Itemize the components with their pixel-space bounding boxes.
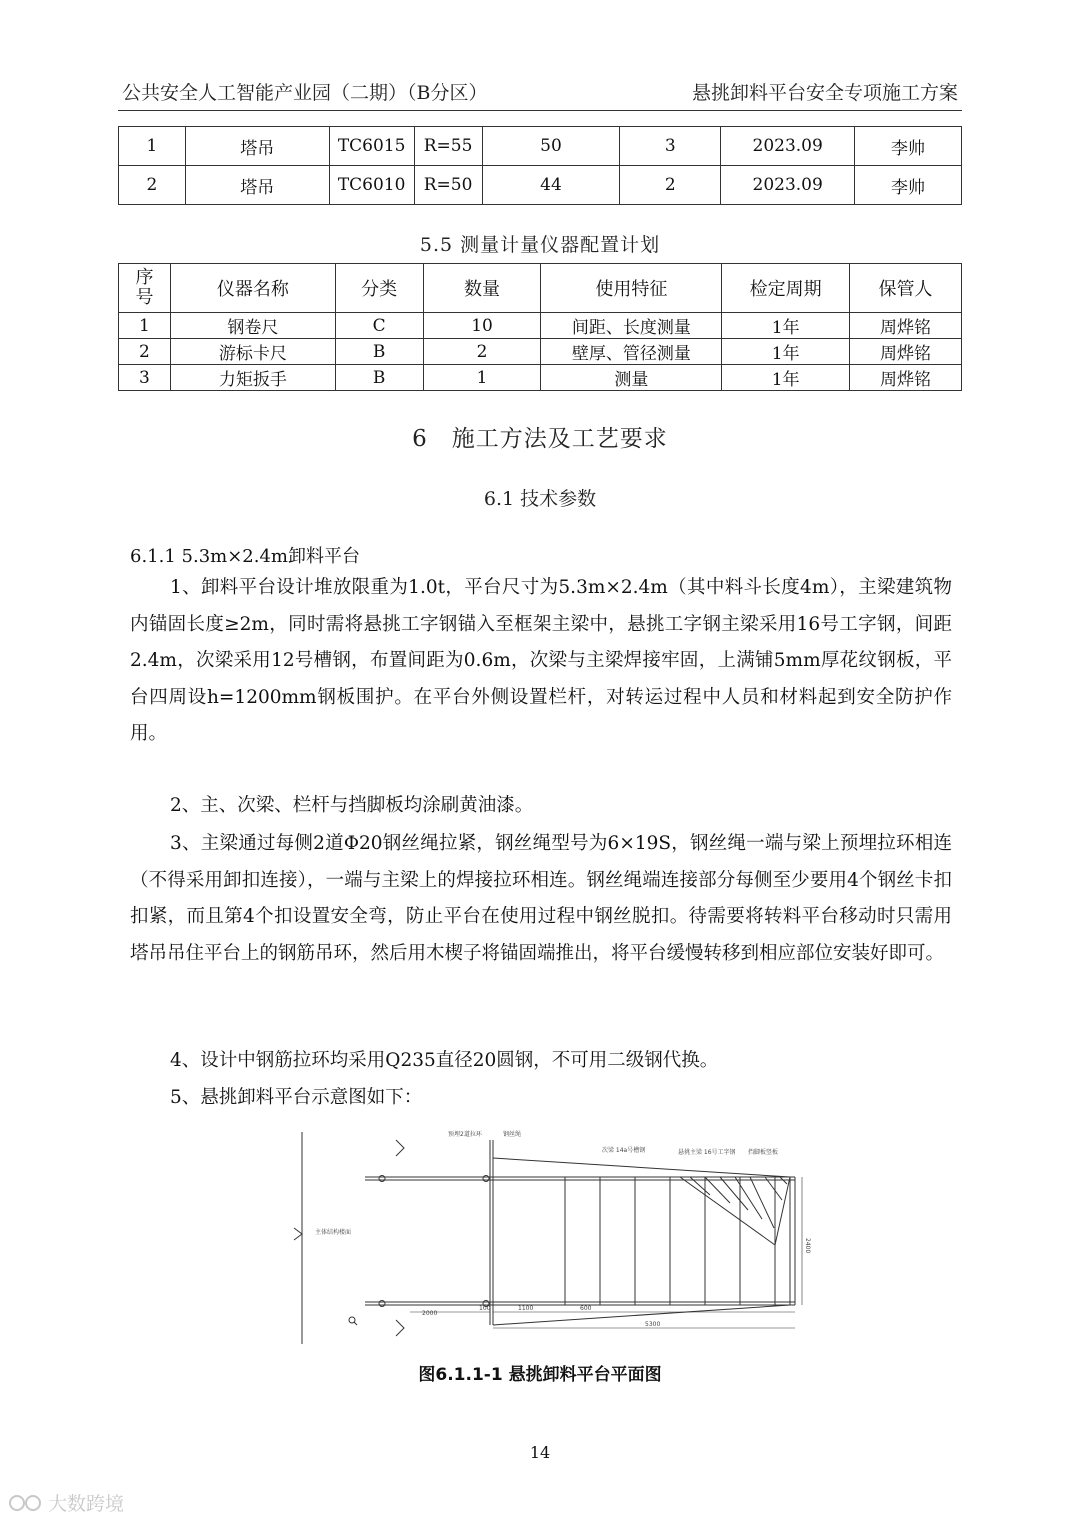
table-cell: 50 (482, 127, 620, 166)
anchor-ring-icon (379, 1176, 385, 1182)
table-cell: 10 (423, 313, 541, 339)
board-hatch-area (680, 1177, 790, 1245)
table-cell: 1年 (722, 313, 850, 339)
table-cell: 2 (119, 166, 186, 205)
dim-100: 100 (479, 1305, 491, 1312)
table-row (119, 313, 962, 339)
header-cell: 检定周期 (722, 264, 850, 313)
table-row (119, 339, 962, 365)
anchor-ring-icon (379, 1301, 385, 1307)
table-cell: 钢卷尺 (170, 313, 335, 339)
label-board: 挡脚板竖板 (748, 1149, 779, 1156)
table-cell: 1 (423, 365, 541, 391)
dim-2000: 2000 (422, 1310, 438, 1317)
table-cell: R=50 (414, 166, 482, 205)
table-cell: 李帅 (855, 166, 962, 205)
break-mark (396, 1320, 404, 1336)
table-cell: 塔吊 (185, 166, 329, 205)
table-cell: 1 (119, 127, 186, 166)
paragraph-3: 3、主梁通过每侧2道Φ20钢丝绳拉紧，钢丝绳型号为6×19S，钢丝绳一端与梁上预埋拉环相连（不得采用卸扣连接），一端与主梁上的焊接拉环相连。钢丝绳端连接部分每侧至少要用4个钢丝卡扣扣紧，而且第4个扣设置安全弯，防止平台在使用过程中钢丝脱扣。待需要将转料平台移动时只需用塔吊吊住平台上的钢筋吊环，然后用木楔子将锚固端推出，将平台缓慢转移到相应部位安装好即可。 (130, 833, 952, 964)
header-cell: 分类 (335, 264, 423, 313)
section-6-title: 6 施工方法及工艺要求 (412, 426, 668, 452)
table-cell: 2023.09 (721, 166, 855, 205)
header-document-title: 悬挑卸料平台安全专项施工方案 (691, 82, 958, 104)
wire-rope (493, 1305, 790, 1325)
anchor-ring-icon (483, 1176, 489, 1182)
table-cell: C (335, 313, 423, 339)
table-cell: 测量 (541, 365, 722, 391)
label-secondary: 次梁 14a号槽钢 (602, 1147, 646, 1154)
section-6-1-title: 6.1 技术参数 (483, 488, 597, 510)
magnifier-icon-handle (354, 1322, 357, 1325)
table-cell: 2023.09 (721, 127, 855, 166)
platform-plan-diagram (290, 1120, 810, 1352)
section-5-5-title: 5.5 测量计量仪器配置计划 (419, 234, 661, 256)
header-project-name: 公共安全人工智能产业园（二期）（B分区） (122, 82, 488, 104)
table-row (119, 166, 962, 205)
paragraph-2: 2、主、次梁、栏杆与挡脚板均涂刷黄油漆。 (170, 795, 534, 816)
dim-2400: 2400 (804, 1238, 811, 1254)
table-cell: 李帅 (855, 127, 962, 166)
watermark-logo-icon (8, 1492, 44, 1514)
table-cell: 力矩扳手 (170, 365, 335, 391)
table-cell: 2 (423, 339, 541, 365)
break-mark (294, 1228, 302, 1240)
table-cell: B (335, 365, 423, 391)
label-embed: 预埋2道拉环 (448, 1131, 482, 1138)
header-divider (118, 110, 962, 111)
table-cell: 2 (620, 166, 721, 205)
table-cell: 间距、长度测量 (541, 313, 722, 339)
table-cell: 壁厚、管径测量 (541, 339, 722, 365)
table-cell: 塔吊 (185, 127, 329, 166)
table-row (119, 127, 962, 166)
dim-1100: 1100 (518, 1305, 534, 1312)
header-cell: 数量 (423, 264, 541, 313)
dim-600: 600 (580, 1305, 592, 1312)
table-cell: 3 (119, 365, 171, 391)
label-rope: 钢丝绳 (503, 1131, 522, 1138)
break-mark (396, 1140, 404, 1156)
table-cell: 3 (620, 127, 721, 166)
table-header-row (119, 264, 962, 313)
label-structure: 主体结构楼面 (315, 1229, 352, 1236)
figure-caption: 图6.1.1-1 悬挑卸料平台平面图 (418, 1365, 662, 1385)
instrument-table (118, 263, 962, 391)
wire-rope (493, 1158, 790, 1177)
header-cell: 仪器名称 (170, 264, 335, 313)
header-cell: 使用特征 (541, 264, 722, 313)
watermark-text: 大数跨境 (48, 1493, 125, 1515)
page-number: 14 (529, 1443, 551, 1462)
table-cell: 1年 (722, 339, 850, 365)
section-6-1-1-title: 6.1.1 5.3m×2.4m卸料平台 (130, 546, 360, 567)
table-cell: B (335, 339, 423, 365)
dim-5300: 5300 (645, 1321, 661, 1328)
table-row (119, 365, 962, 391)
header-cell-seq: 序号 (119, 264, 171, 313)
table-cell: 周烨铭 (850, 313, 962, 339)
table-cell: R=55 (414, 127, 482, 166)
paragraph-5: 5、悬挑卸料平台示意图如下： (170, 1087, 423, 1108)
table-cell: 1年 (722, 365, 850, 391)
label-main: 悬挑主梁 16号工字钢 (678, 1149, 736, 1156)
table-cell: 周烨铭 (850, 365, 962, 391)
header-cell: 保管人 (850, 264, 962, 313)
crane-table (118, 126, 962, 205)
table-cell: 2 (119, 339, 171, 365)
paragraph-1: 1、卸料平台设计堆放限重为1.0t，平台尺寸为5.3m×2.4m（其中料斗长度4m），主梁建筑物内锚固长度≥2m，同时需将悬挑工字钢锚入至框架主梁中，悬挑工字钢主梁采用16号工字钢，间距2.4m，次梁采用12号槽钢，布置间距为0.6m，次梁与主梁焊接牢固，上满铺5mm厚花纹钢板，平台四周设h=1200mm钢板围护。在平台外侧设置栏杆，对转运过程中人员和材料起到安全防护作用。 (130, 577, 952, 745)
table-cell: 1 (119, 313, 171, 339)
table-cell: TC6015 (329, 127, 414, 166)
table-cell: 游标卡尺 (170, 339, 335, 365)
paragraph-4: 4、设计中钢筋拉环均采用Q235直径20圆钢，不可用二级钢代换。 (170, 1050, 719, 1071)
table-cell: 周烨铭 (850, 339, 962, 365)
table-cell: TC6010 (329, 166, 414, 205)
watermark (8, 1489, 124, 1516)
table-cell: 44 (482, 166, 620, 205)
